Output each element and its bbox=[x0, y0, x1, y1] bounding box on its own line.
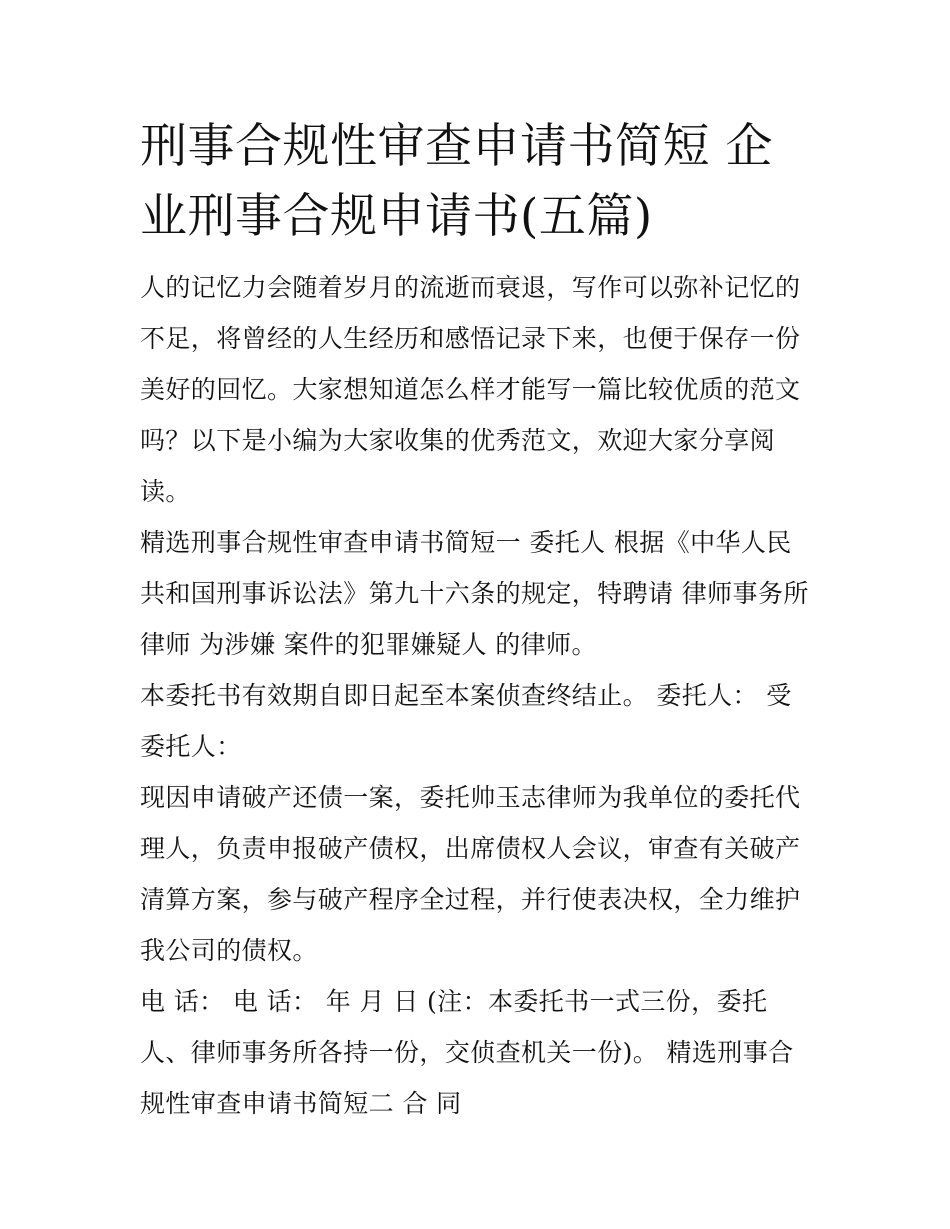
document-title: 刑事合规性审查申请书简短 企业刑事合规申请书(五篇) bbox=[140, 119, 773, 244]
paragraph-intro: 人的记忆力会随着岁月的流逝而衰退，写作可以弥补记忆的不足，将曾经的人生经历和感悟记录下来，也便于保存一份美好的回忆。大家想知道怎么样才能写一篇比较优质的范文吗？以下是小编为大家收集的优秀范文，欢迎大家分享阅读。 bbox=[140, 273, 801, 506]
document-body bbox=[140, 112, 812, 1129]
paragraph-bankruptcy: 现因申请破产还债一案，委托帅玉志律师为我单位的委托代理人，负责申报破产债权，出席债权人会议，审查有关破产清算方案，参与破产程序全过程，并行使表决权，全力维护我公司的债权。 bbox=[140, 783, 801, 965]
paragraph-power-of-attorney: 精选刑事合规性审查申请书简短一 委托人 根据《中华人民共和国刑事诉讼法》第九十六条的规定，特聘请 律师事务所律师 为涉嫌 案件的犯罪嫌疑人 的律师。 bbox=[140, 528, 809, 659]
paragraph-contact: 电 话： 电 话： 年 月 日 (注：本委托书一式三份，委托人、律师事务所各持一份，交侦查机关一份)。 精选刑事合规性审查申请书简短二 合 同 bbox=[140, 987, 794, 1118]
paragraph-validity: 本委托书有效期自即日起至本案侦查终结止。 委托人： 受委托人： bbox=[140, 681, 792, 761]
